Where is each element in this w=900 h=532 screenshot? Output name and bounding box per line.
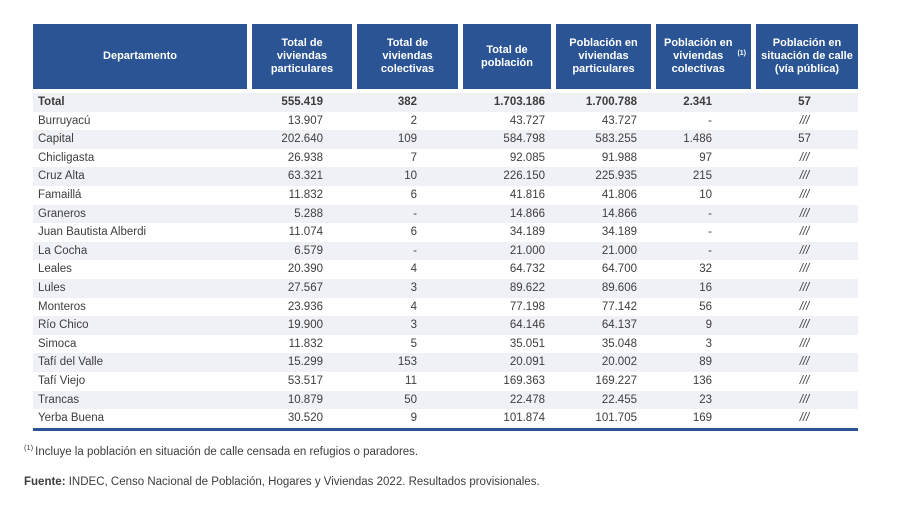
cell-poblacion-viviendas-colectivas: 10 xyxy=(699,188,712,201)
table-row xyxy=(33,130,858,149)
cell-poblacion-viviendas-colectivas: 16 xyxy=(699,281,712,294)
cell-total-poblacion: 35.051 xyxy=(509,337,545,350)
cell-total-viviendas-colectivas: 11 xyxy=(405,374,417,387)
cell-departamento: Juan Bautista Alberdi xyxy=(38,226,147,239)
cell-total-poblacion: 41.816 xyxy=(509,188,545,201)
table-row xyxy=(33,335,858,354)
cell-poblacion-viviendas-colectivas: 215 xyxy=(692,170,712,183)
cell-poblacion-situacion-calle: /// xyxy=(799,226,810,239)
cell-poblacion-viviendas-colectivas: 169 xyxy=(692,412,712,425)
column-header-total-poblacion: Total de población xyxy=(458,24,551,89)
footnote xyxy=(24,443,419,458)
cell-poblacion-situacion-calle: /// xyxy=(799,337,810,350)
cell-total-viviendas-colectivas: - xyxy=(413,244,417,257)
cell-poblacion-viviendas-colectivas: 56 xyxy=(699,300,712,313)
cell-poblacion-viviendas-particulares: 35.048 xyxy=(601,337,637,350)
cell-poblacion-viviendas-particulares: 64.700 xyxy=(601,263,637,276)
cell-poblacion-viviendas-particulares: 22.455 xyxy=(601,393,637,406)
cell-departamento: Graneros xyxy=(38,207,86,220)
cell-total-viviendas-particulares: 20.390 xyxy=(287,263,323,276)
cell-total-viviendas-colectivas: 109 xyxy=(397,133,417,146)
cell-poblacion-situacion-calle: /// xyxy=(799,319,810,332)
cell-poblacion-situacion-calle: /// xyxy=(799,300,810,313)
cell-departamento: Simoca xyxy=(38,337,77,350)
cell-departamento: Río Chico xyxy=(38,319,89,332)
column-header-poblacion-viviendas-particulares: Población en viviendas particulares xyxy=(551,24,651,89)
cell-total-viviendas-colectivas: 7 xyxy=(410,151,417,164)
footnote-marker: (1) xyxy=(24,443,34,453)
source-line xyxy=(24,476,540,488)
table-row xyxy=(33,353,858,372)
cell-poblacion-viviendas-particulares: 1.700.788 xyxy=(585,96,637,108)
cell-poblacion-situacion-calle: /// xyxy=(799,393,810,406)
cell-total-viviendas-colectivas: 4 xyxy=(410,300,417,313)
cell-total-poblacion: 14.866 xyxy=(509,207,545,220)
cell-poblacion-viviendas-colectivas: - xyxy=(708,244,712,257)
cell-poblacion-situacion-calle: /// xyxy=(799,263,810,276)
cell-poblacion-situacion-calle: 57 xyxy=(798,96,811,108)
cell-poblacion-viviendas-particulares: 20.002 xyxy=(601,356,637,369)
cell-poblacion-viviendas-colectivas: 1.486 xyxy=(683,133,712,146)
table-row xyxy=(33,112,858,131)
cell-poblacion-situacion-calle: /// xyxy=(799,374,810,387)
cell-poblacion-viviendas-particulares: 14.866 xyxy=(601,207,637,220)
table-row xyxy=(33,260,858,279)
cell-poblacion-viviendas-colectivas: 32 xyxy=(699,263,712,276)
cell-total-viviendas-particulares: 10.879 xyxy=(287,393,323,406)
cell-departamento: Lules xyxy=(38,281,66,294)
cell-poblacion-situacion-calle: /// xyxy=(799,114,810,127)
cell-total-poblacion: 1.703.186 xyxy=(493,96,545,108)
cell-total-viviendas-colectivas: 3 xyxy=(410,281,417,294)
cell-poblacion-viviendas-particulares: 43.727 xyxy=(601,114,637,127)
cell-total-viviendas-colectivas: 6 xyxy=(410,188,417,201)
cell-poblacion-viviendas-colectivas: 9 xyxy=(705,319,712,332)
cell-total-poblacion: 584.798 xyxy=(503,133,545,146)
cell-poblacion-situacion-calle: /// xyxy=(799,207,810,220)
cell-total-poblacion: 169.363 xyxy=(503,374,545,387)
cell-poblacion-viviendas-particulares: 21.000 xyxy=(601,244,637,257)
table-row xyxy=(33,391,858,410)
cell-total-viviendas-particulares: 30.520 xyxy=(287,412,323,425)
cell-total-viviendas-particulares: 63.321 xyxy=(287,170,323,183)
cell-total-viviendas-particulares: 27.567 xyxy=(287,281,323,294)
cell-total-viviendas-particulares: 11.832 xyxy=(288,337,323,350)
cell-poblacion-viviendas-colectivas: - xyxy=(708,207,712,220)
cell-poblacion-situacion-calle: /// xyxy=(799,412,810,425)
cell-departamento: Cruz Alta xyxy=(38,170,85,183)
cell-total-poblacion: 20.091 xyxy=(509,356,545,369)
table-row xyxy=(33,316,858,335)
cell-poblacion-viviendas-colectivas: 23 xyxy=(699,393,712,406)
cell-poblacion-viviendas-particulares: 34.189 xyxy=(601,226,637,239)
cell-poblacion-situacion-calle: /// xyxy=(799,170,810,183)
cell-total-poblacion: 64.732 xyxy=(509,263,545,276)
cell-total-viviendas-colectivas: 5 xyxy=(410,337,417,350)
cell-poblacion-viviendas-colectivas: 3 xyxy=(705,337,712,350)
table-row xyxy=(33,372,858,391)
column-header-total-viviendas-colectivas: Total de viviendas colectivas xyxy=(352,24,458,89)
table-body xyxy=(33,93,858,431)
table-row xyxy=(33,93,858,112)
source-label: Fuente: xyxy=(24,476,66,488)
cell-total-viviendas-particulares: 13.907 xyxy=(287,114,323,127)
cell-departamento: Famaillá xyxy=(38,188,82,201)
cell-total-viviendas-particulares: 6.579 xyxy=(294,244,323,257)
cell-poblacion-viviendas-colectivas: 89 xyxy=(699,356,712,369)
table-row xyxy=(33,223,858,242)
column-header-poblacion-viviendas-colectivas: Población en viviendas colectivas $^{(1)}$ xyxy=(651,24,751,89)
cell-departamento: Tafí del Valle xyxy=(38,356,103,369)
cell-poblacion-viviendas-colectivas: - xyxy=(708,226,712,239)
cell-total-viviendas-particulares: 15.299 xyxy=(287,356,323,369)
cell-poblacion-situacion-calle: /// xyxy=(799,244,810,257)
table-row xyxy=(33,298,858,317)
cell-total-poblacion: 34.189 xyxy=(509,226,545,239)
table-row xyxy=(33,205,858,224)
cell-poblacion-viviendas-colectivas: - xyxy=(708,114,712,127)
table-row xyxy=(33,167,858,186)
table-row xyxy=(33,186,858,205)
cell-departamento: Capital xyxy=(38,133,74,146)
cell-total-viviendas-colectivas: 50 xyxy=(404,393,417,406)
cell-total-poblacion: 64.146 xyxy=(509,319,545,332)
source-text: INDEC, Censo Nacional de Población, Hogares y Viviendas 2022. Resultados provisionales. xyxy=(68,476,540,488)
table-row xyxy=(33,149,858,168)
table-row xyxy=(33,409,858,428)
table-row xyxy=(33,242,858,261)
cell-total-poblacion: 77.198 xyxy=(509,300,545,313)
population-housing-table xyxy=(33,24,858,431)
cell-poblacion-viviendas-particulares: 101.705 xyxy=(595,412,637,425)
cell-poblacion-viviendas-particulares: 91.988 xyxy=(601,151,637,164)
cell-departamento: Tafí Viejo xyxy=(38,374,86,387)
cell-total-viviendas-colectivas: 10 xyxy=(404,170,417,183)
cell-poblacion-situacion-calle: /// xyxy=(799,188,810,201)
cell-total-poblacion: 43.727 xyxy=(509,114,545,127)
cell-poblacion-viviendas-particulares: 64.137 xyxy=(601,319,637,332)
cell-total-viviendas-particulares: 555.419 xyxy=(281,96,323,108)
cell-poblacion-viviendas-particulares: 583.255 xyxy=(595,133,637,146)
cell-total-viviendas-colectivas: 3 xyxy=(410,319,417,332)
cell-total-viviendas-particulares: 23.936 xyxy=(287,300,323,313)
cell-poblacion-viviendas-particulares: 225.935 xyxy=(595,170,637,183)
cell-departamento: Trancas xyxy=(38,393,80,406)
cell-poblacion-viviendas-colectivas: 136 xyxy=(692,374,712,387)
table-row xyxy=(33,279,858,298)
cell-total-poblacion: 22.478 xyxy=(509,393,545,406)
cell-total-poblacion: 101.874 xyxy=(503,412,545,425)
cell-departamento: Total xyxy=(38,96,65,108)
cell-poblacion-viviendas-particulares: 41.806 xyxy=(601,188,637,201)
cell-poblacion-situacion-calle: /// xyxy=(799,281,810,294)
cell-total-poblacion: 89.622 xyxy=(509,281,545,294)
footnote-text: Incluye la población en situación de calle censada en refugios o paradores. xyxy=(35,446,419,458)
column-header-total-viviendas-particulares: Total de viviendas particulares xyxy=(247,24,352,89)
column-header-poblacion-situacion-calle: Población en situación de calle (vía pública) xyxy=(751,24,858,89)
cell-departamento: Chicligasta xyxy=(38,151,95,164)
cell-departamento: Yerba Buena xyxy=(38,412,105,425)
cell-total-viviendas-particulares: 202.640 xyxy=(281,133,323,146)
cell-poblacion-viviendas-particulares: 169.227 xyxy=(595,374,637,387)
cell-total-viviendas-particulares: 11.832 xyxy=(288,188,323,201)
cell-poblacion-viviendas-colectivas: 2.341 xyxy=(683,96,712,108)
cell-total-viviendas-colectivas: 9 xyxy=(410,412,417,425)
cell-total-poblacion: 21.000 xyxy=(509,244,545,257)
column-header-departamento: Departamento xyxy=(33,24,247,89)
column-header-label: Población en viviendas colectivas xyxy=(663,37,733,75)
cell-total-viviendas-colectivas: - xyxy=(413,207,417,220)
cell-total-poblacion: 226.150 xyxy=(503,170,545,183)
cell-total-viviendas-particulares: 26.938 xyxy=(287,151,323,164)
cell-poblacion-viviendas-colectivas: 97 xyxy=(699,151,712,164)
cell-departamento: Leales xyxy=(38,263,72,276)
cell-total-poblacion: 92.085 xyxy=(509,151,545,164)
cell-departamento: La Cocha xyxy=(38,244,88,257)
cell-departamento: Monteros xyxy=(38,300,86,313)
cell-departamento: Burruyacú xyxy=(38,114,91,127)
cell-poblacion-situacion-calle: /// xyxy=(799,151,810,164)
cell-total-viviendas-colectivas: 2 xyxy=(410,114,417,127)
cell-total-viviendas-colectivas: 153 xyxy=(397,356,417,369)
table-header-row xyxy=(33,24,858,89)
cell-total-viviendas-particulares: 11.074 xyxy=(288,226,323,239)
cell-poblacion-situacion-calle: 57 xyxy=(798,133,811,146)
cell-poblacion-situacion-calle: /// xyxy=(799,356,810,369)
cell-total-viviendas-colectivas: 6 xyxy=(410,226,417,239)
cell-total-viviendas-colectivas: 4 xyxy=(410,263,417,276)
cell-total-viviendas-particulares: 19.900 xyxy=(287,319,323,332)
cell-total-viviendas-colectivas: 382 xyxy=(397,96,417,108)
cell-total-viviendas-particulares: 5.288 xyxy=(294,207,323,220)
cell-poblacion-viviendas-particulares: 77.142 xyxy=(601,300,637,313)
cell-total-viviendas-particulares: 53.517 xyxy=(287,374,323,387)
cell-poblacion-viviendas-particulares: 89.606 xyxy=(601,281,637,294)
